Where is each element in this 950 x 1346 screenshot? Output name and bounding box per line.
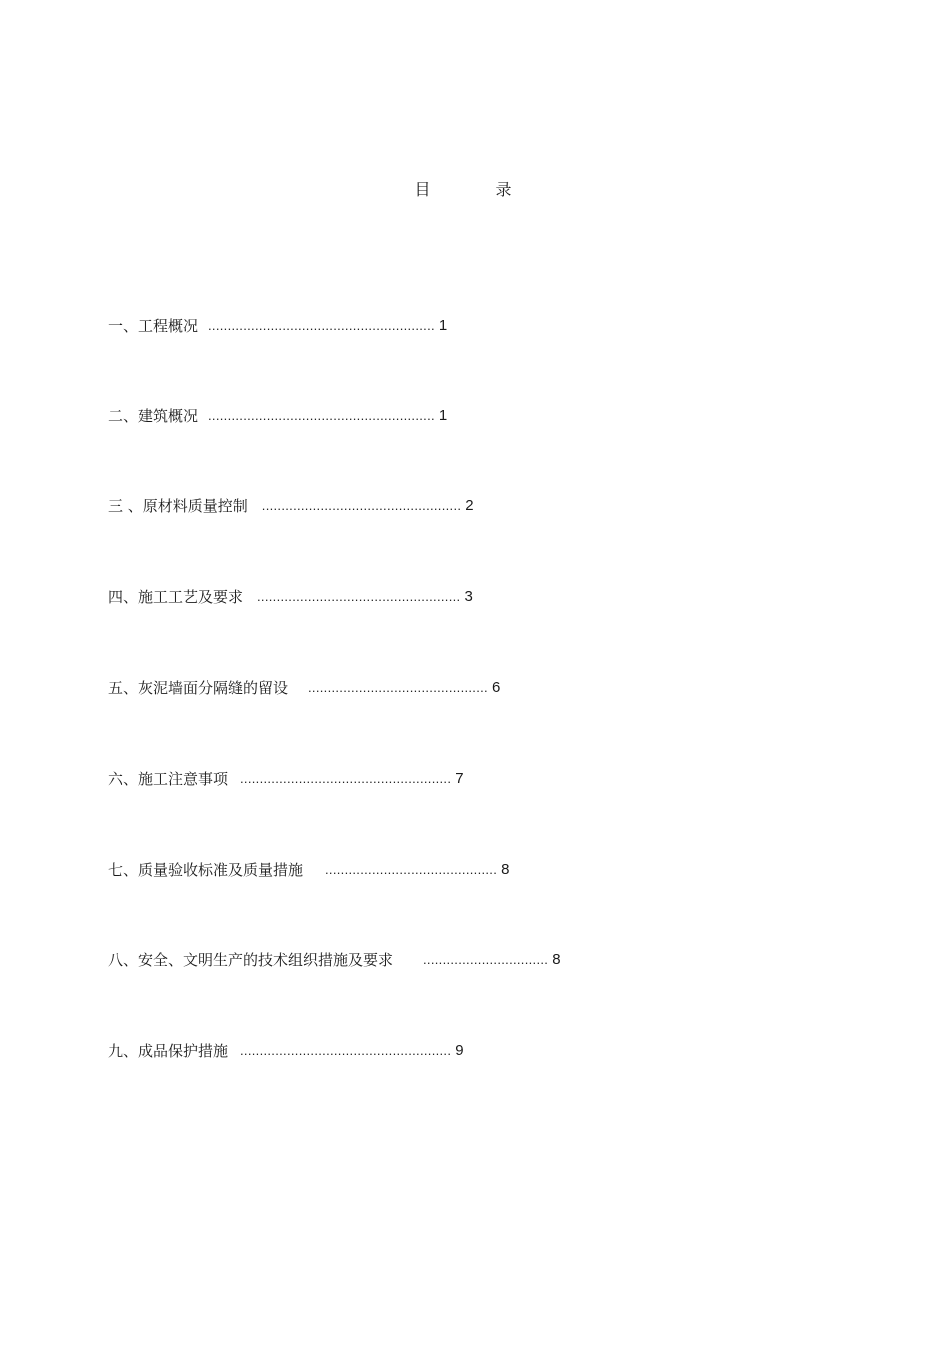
toc-entry-label: 一、工程概况 xyxy=(108,317,199,335)
toc-leader-dots: ...................................................... xyxy=(240,1043,452,1058)
toc-leader-dots: .......................................................... xyxy=(208,408,435,423)
toc-page-number: 2 xyxy=(465,497,474,514)
toc-entry[interactable] xyxy=(108,494,474,518)
toc-leader-dots: .............................................. xyxy=(308,680,488,695)
toc-entry[interactable] xyxy=(108,314,447,338)
toc-page-number: 9 xyxy=(455,1042,464,1059)
toc-leader-dots: ...................................................... xyxy=(240,771,452,786)
toc-entry-label: 五、灰泥墙面分隔缝的留设 xyxy=(108,679,289,697)
toc-entry-label: 四、施工工艺及要求 xyxy=(108,588,244,606)
toc-leader-dots: .................................................... xyxy=(257,589,461,604)
toc-entry[interactable] xyxy=(108,948,561,972)
toc-title: 目 录 xyxy=(414,180,542,199)
toc-entry[interactable] xyxy=(108,585,473,609)
toc-leader-dots: .......................................................... xyxy=(208,318,435,333)
toc-page-number: 8 xyxy=(501,861,510,878)
toc-leader-dots: ................................................... xyxy=(261,498,462,513)
toc-leader-dots: ................................ xyxy=(423,952,549,967)
toc-entry-label: 七、质量验收标准及质量措施 xyxy=(108,861,304,879)
toc-entry[interactable] xyxy=(108,767,464,791)
toc-page-number: 1 xyxy=(438,317,448,334)
toc-entry[interactable] xyxy=(108,404,447,428)
toc-page-number: 6 xyxy=(491,679,501,696)
toc-leader-dots: ............................................ xyxy=(325,862,498,877)
toc-page-number: 7 xyxy=(455,770,464,787)
toc-entry[interactable] xyxy=(108,1039,464,1063)
toc-entry-label: 九、成品保护措施 xyxy=(108,1042,229,1060)
toc-page-number: 8 xyxy=(552,951,561,968)
toc-entry-label: 八、安全、文明生产的技术组织措施及要求 xyxy=(108,951,394,969)
toc-entry[interactable] xyxy=(108,858,509,882)
toc-entry-label: 三 、原材料质量控制 xyxy=(108,497,248,515)
toc-entry-label: 六、施工注意事项 xyxy=(108,770,229,788)
toc-entry[interactable] xyxy=(108,676,500,700)
toc-page-number: 1 xyxy=(438,407,448,424)
toc-entry-label: 二、建筑概况 xyxy=(108,407,199,425)
toc-page-number: 3 xyxy=(464,588,473,605)
